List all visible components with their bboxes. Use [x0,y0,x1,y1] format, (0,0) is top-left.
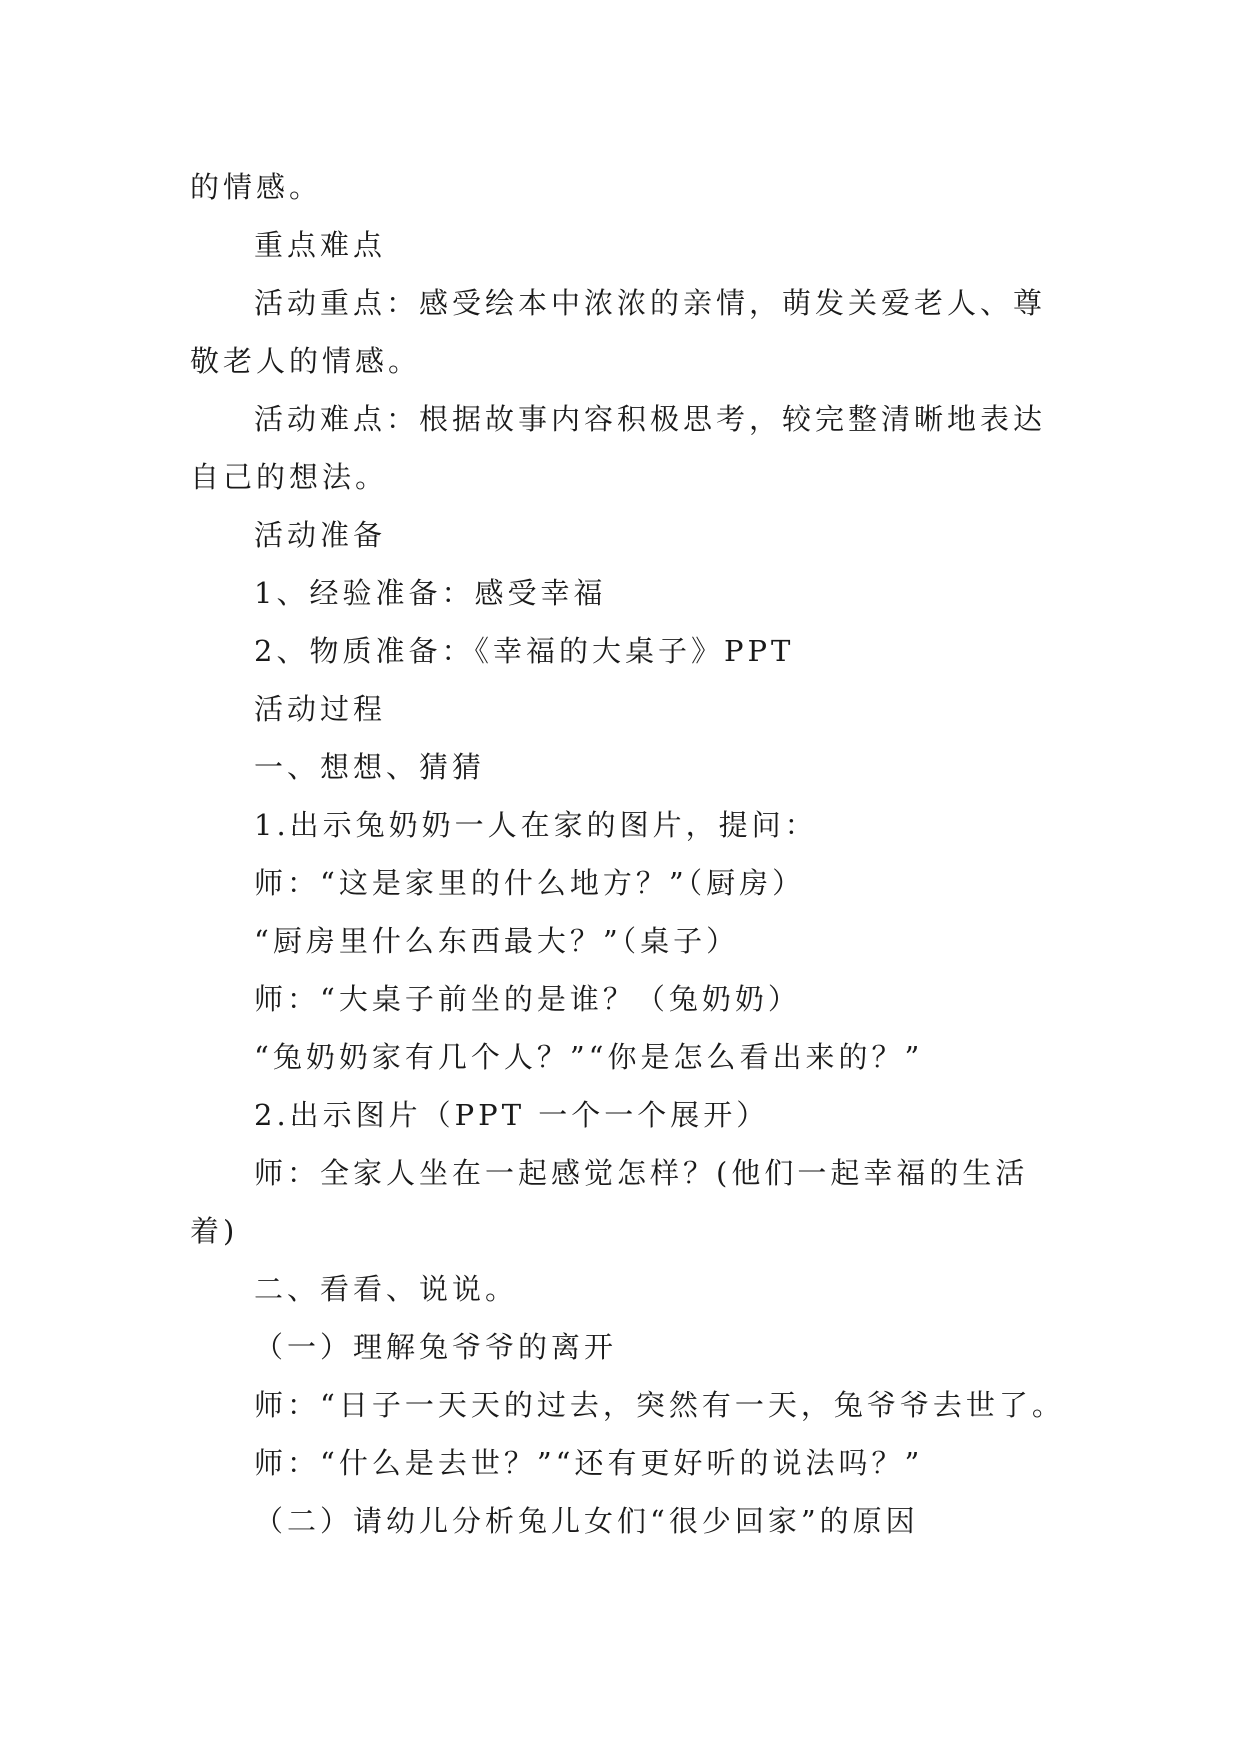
dialogue-line: “兔奶奶家有几个人？”“你是怎么看出来的？” [254,1040,924,1074]
document-body [190,158,1065,1550]
dialogue-line: 师：“大桌子前坐的是谁？（兔奶奶） [254,982,801,1016]
text-line: 活动难点：根据故事内容积极思考，较完整清晰地表达 [254,402,1047,436]
dialogue-line: “厨房里什么东西最大？”（桌子） [254,924,740,958]
dialogue-line: 师：“什么是去世？”“还有更好听的说法吗？” [254,1446,924,1480]
list-item: 2、物质准备：《幸福的大桌子》PPT [254,634,795,668]
dialogue-line: 师：“日子一天天的过去，突然有一天，兔爷爷去世了。 [254,1388,1065,1422]
subsection-heading: 二、看看、说说。 [254,1272,519,1306]
subsection-heading: 一、想想、猜猜 [254,750,486,784]
subsection-heading: （二）请幼儿分析兔儿女们“很少回家”的原因 [254,1504,919,1538]
list-item: 1、经验准备：感受幸福 [254,576,607,610]
list-item: 2.出示图片（PPT 一个一个展开） [254,1098,770,1132]
list-item: 1.出示兔奶奶一人在家的图片，提问： [254,808,818,842]
text-line: 活动重点：感受绘本中浓浓的亲情，萌发关爱老人、尊 [254,286,1047,320]
section-heading: 活动过程 [254,692,387,726]
dialogue-line: 师：全家人坐在一起感觉怎样？(他们一起幸福的生活 [254,1156,1029,1190]
section-heading: 重点难点 [254,228,387,262]
section-heading: 活动准备 [254,518,387,552]
text-line: 的情感。 [190,170,323,204]
text-line: 着) [190,1214,239,1248]
text-line: 敬老人的情感。 [190,344,422,378]
text-line: 自己的想法。 [190,460,389,494]
subsection-heading: （一）理解兔爷爷的离开 [254,1330,618,1364]
dialogue-line: 师：“这是家里的什么地方？”（厨房） [254,866,806,900]
